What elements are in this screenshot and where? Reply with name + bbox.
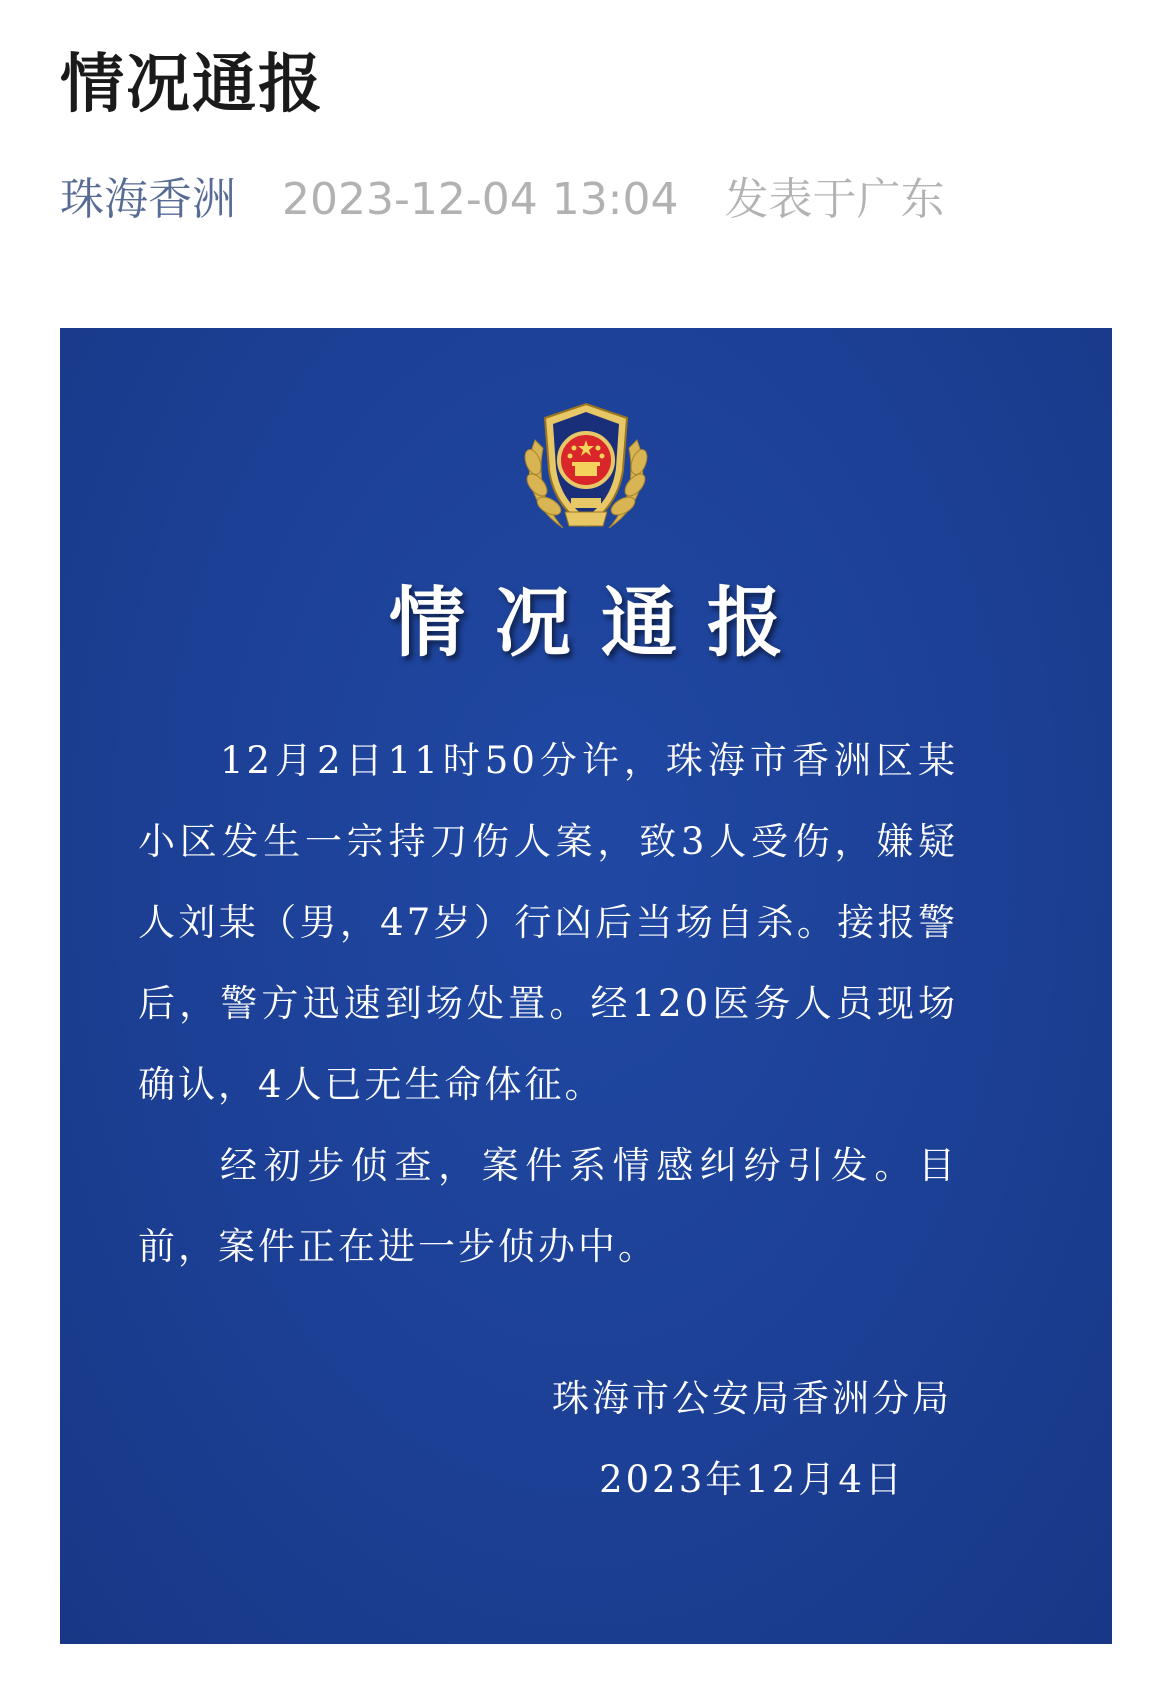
notice-paragraph: 12月2日11时50分许，珠海市香洲区某小区发生一宗持刀伤人案，致3人受伤，嫌疑人刘某（男，47岁）行凶后当场自杀。接报警后，警方迅速到场处置。经120医务人员现场确认，4人已无生命体征。 xyxy=(138,739,958,1106)
notice-heading: 情况通报 xyxy=(389,578,813,667)
notice-signature xyxy=(552,1358,952,1520)
notice-paragraph: 经初步侦查，案件系情感纠纷引发。目前，案件正在进一步侦办中。 xyxy=(138,1144,958,1268)
police-emblem-icon xyxy=(515,400,657,540)
notice-body xyxy=(138,720,958,1287)
publish-location: 发表于广东 xyxy=(724,174,945,225)
issuer-name: 珠海市公安局香洲分局 xyxy=(552,1377,952,1420)
publish-datetime: 2023-12-04 13:04 xyxy=(282,174,679,225)
page-title: 情况通报 xyxy=(60,48,324,122)
issue-date: 2023年12月4日 xyxy=(599,1458,905,1501)
notice-image[interactable] xyxy=(60,328,1112,1644)
article-meta xyxy=(60,170,945,230)
account-name-link[interactable]: 珠海香洲 xyxy=(60,174,236,225)
